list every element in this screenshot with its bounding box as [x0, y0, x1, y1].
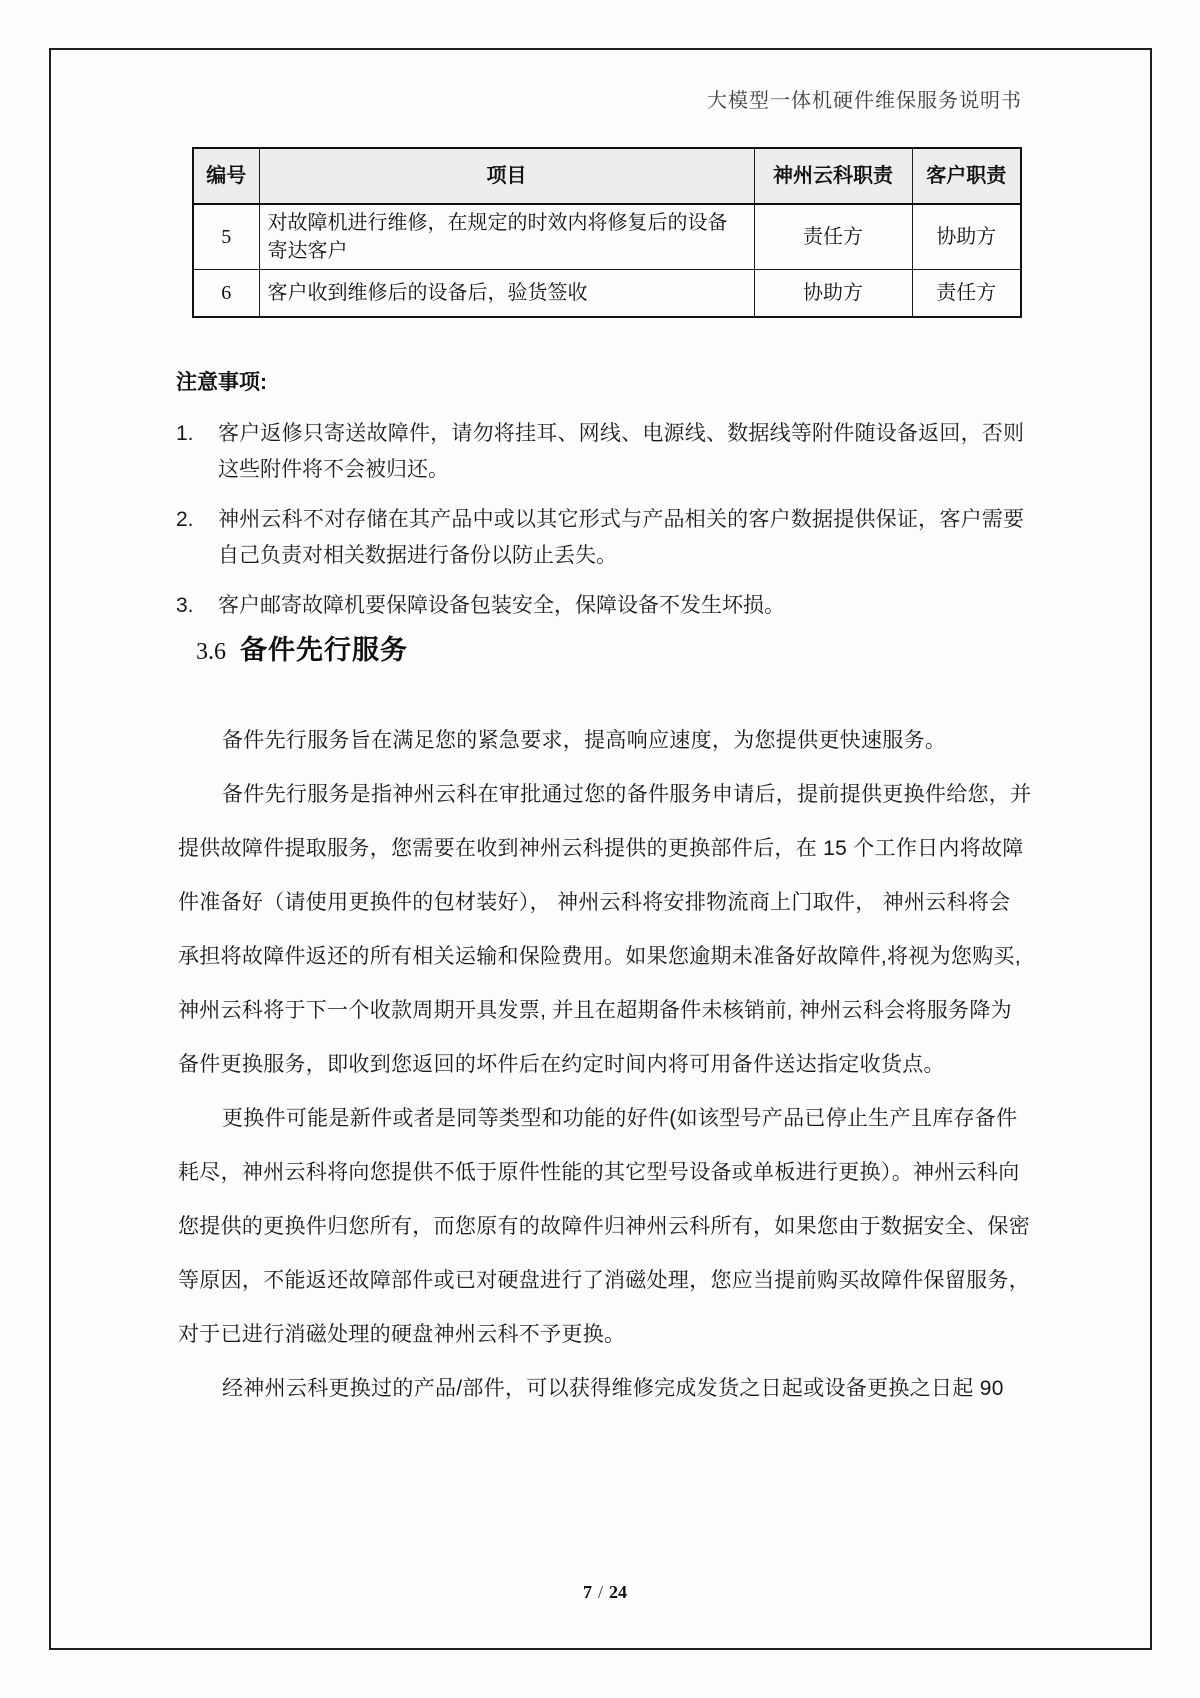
list-item	[176, 502, 1024, 574]
notes-heading: 注意事项:	[176, 371, 267, 394]
list-item	[176, 416, 1024, 488]
list-item	[176, 588, 1024, 624]
cell-vendor-role: 协助方	[754, 270, 912, 318]
page-number-current: 7	[582, 1582, 592, 1602]
table-header-row	[193, 148, 1021, 204]
paragraph-line: 提供故障件提取服务，您需要在收到神州云科提供的更换部件后，在 15 个工作日内将故障	[178, 837, 1024, 860]
paragraph-line: 备件先行服务旨在满足您的紧急要求，提高响应速度，为您提供更快速服务。	[222, 729, 947, 752]
paragraph-line: 承担将故障件返还的所有相关运输和保险费用。如果您逾期未准备好故障件,将视为您购买,	[178, 945, 1021, 968]
paragraph-line: 件准备好（请使用更换件的包材装好）， 神州云科将安排物流商上门取件， 神州云科将会	[178, 891, 1011, 914]
page-number-total: 24	[609, 1582, 627, 1602]
list-item-number: 1.	[176, 422, 194, 445]
cell-vendor-role: 责任方	[754, 204, 912, 270]
paragraph-line: 对于已进行消磁处理的硬盘神州云科不予更换。	[178, 1323, 626, 1346]
running-header-title: 大模型一体机硬件维保服务说明书	[707, 90, 1022, 112]
list-item-text: 神州云科不对存储在其产品中或以其它形式与产品相关的客户数据提供保证，客户需要自己负责对相关数据进行备份以防止丢失。	[218, 508, 1024, 567]
cell-customer-role: 协助方	[912, 204, 1021, 270]
paragraph-line: 神州云科将于下一个收款周期开具发票, 并且在超期备件未核销前, 神州云科会将服务降为	[178, 999, 1012, 1022]
list-item-number: 3.	[176, 594, 194, 617]
responsibility-table	[192, 147, 1022, 318]
paragraph-line: 耗尽，神州云科将向您提供不低于原件性能的其它型号设备或单板进行更换）。神州云科向	[178, 1161, 1020, 1184]
section-number: 3.6	[196, 639, 226, 665]
page-number-separator: /	[597, 1582, 603, 1602]
cell-number: 5	[193, 204, 259, 270]
section-title: 备件先行服务	[240, 635, 408, 665]
paragraph-line: 您提供的更换件归您所有，而您原有的故障件归神州云科所有，如果您由于数据安全、保密	[178, 1215, 1030, 1238]
paragraph-line: 经神州云科更换过的产品/部件，可以获得维修完成发货之日起或设备更换之日起 90	[222, 1377, 1004, 1400]
table-row	[193, 204, 1021, 270]
cell-number: 6	[193, 270, 259, 318]
paragraph-line: 更换件可能是新件或者是同等类型和功能的好件(如该型号产品已停止生产且库存备件	[222, 1107, 1018, 1130]
column-header-item: 项目	[259, 148, 754, 204]
column-header-customer-role: 客户职责	[912, 148, 1021, 204]
list-item-text: 客户邮寄故障机要保障设备包装安全，保障设备不发生坏损。	[218, 594, 785, 617]
page-footer	[0, 1582, 1200, 1603]
cell-customer-role: 责任方	[912, 270, 1021, 318]
paragraph-line: 备件更换服务，即收到您返回的坏件后在约定时间内将可用备件送达指定收货点。	[178, 1053, 945, 1076]
column-header-vendor-role: 神州云科职责	[754, 148, 912, 204]
section-heading	[196, 628, 408, 667]
cell-item: 对故障机进行维修，在规定的时效内将修复后的设备寄达客户	[259, 204, 754, 270]
body-paragraphs	[178, 714, 1032, 1416]
notes-section	[176, 368, 1024, 638]
paragraph-line: 等原因，不能返还故障部件或已对硬盘进行了消磁处理，您应当提前购买故障件保留服务，	[178, 1269, 1030, 1292]
cell-item: 客户收到维修后的设备后，验货签收	[259, 270, 754, 318]
list-item-number: 2.	[176, 508, 194, 531]
column-header-number: 编号	[193, 148, 259, 204]
list-item-text: 客户返修只寄送故障件，请勿将挂耳、网线、电源线、数据线等附件随设备返回，否则这些附件将不会被归还。	[218, 422, 1024, 481]
table-row	[193, 270, 1021, 318]
paragraph-line: 备件先行服务是指神州云科在审批通过您的备件服务申请后，提前提供更换件给您，并	[222, 783, 1032, 806]
